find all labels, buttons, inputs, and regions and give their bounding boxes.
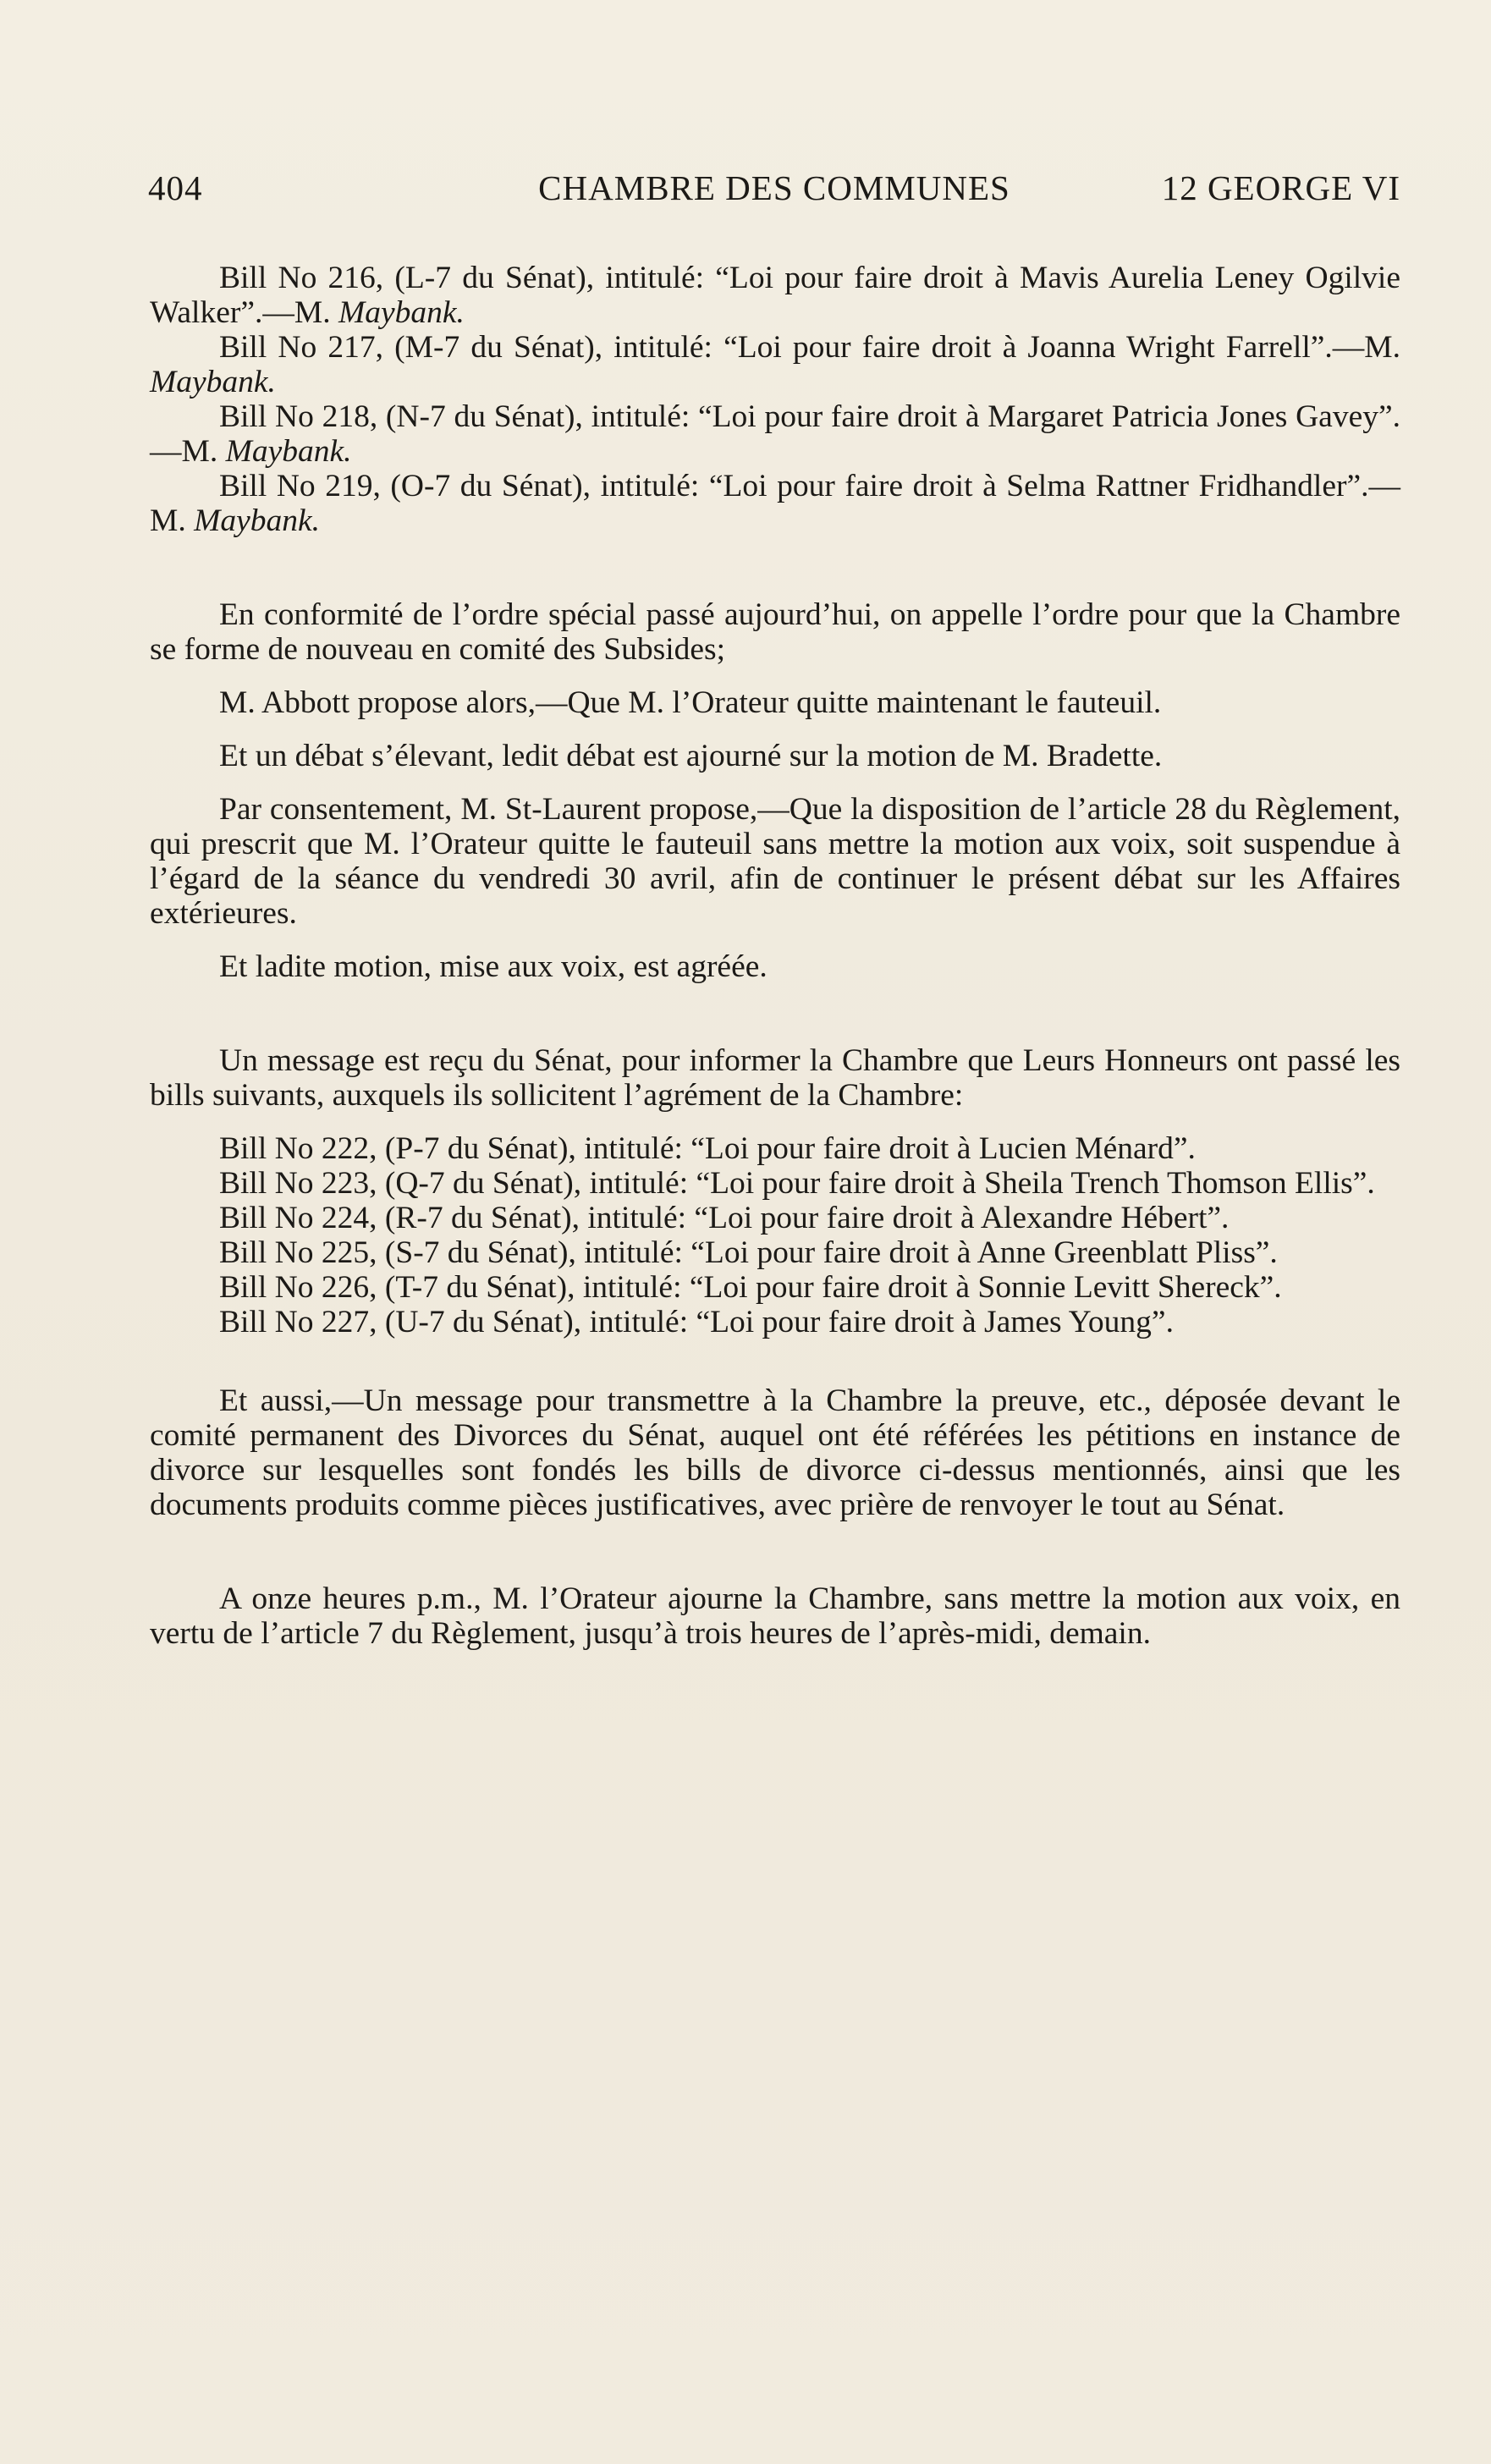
header-reign: 12 GEORGE VI: [1161, 168, 1400, 207]
bill-219: Bill No 219, (O-7 du Sénat), intitulé: “Loi pour faire droit à Selma Rattner Fridhandler”.—M. Maybank.: [150, 469, 1400, 538]
bill-227: Bill No 227, (U-7 du Sénat), intitulé: “Loi pour faire droit à James Young”.: [219, 1305, 1174, 1339]
paragraph-agreee: Et ladite motion, mise aux voix, est agréée.: [219, 949, 768, 984]
paragraph-ajournement: A onze heures p.m., M. l’Orateur ajourne la Chambre, sans mettre la motion aux voix, en vertu de l’article 7 du Règlement, jusqu’à trois heures de l’après-midi, demain.: [150, 1581, 1400, 1651]
bill-217: Bill No 217, (M-7 du Sénat), intitulé: “Loi pour faire droit à Joanna Wright Farrell”.—M. Maybank.: [150, 330, 1400, 399]
paragraph-conformite: En conformité de l’ordre spécial passé aujourd’hui, on appelle l’ordre pour que la Chambre se forme de nouveau en comité des Subsides;: [150, 597, 1400, 667]
page-number: 404: [148, 168, 203, 207]
bill-223: Bill No 223, (Q-7 du Sénat), intitulé: “Loi pour faire droit à Sheila Trench Thomson Ellis”.: [219, 1166, 1375, 1201]
paragraph-aussi: Et aussi,—Un message pour transmettre à la Chambre la preuve, etc., déposée devant le comité permanent des Divorces du Sénat, auquel ont été référées les pétitions en instance de divorce sur lesquelles sont fondés les bills de divorce ci-dessus mentionnés, ainsi que les documents produits comme pièces justificatives, avec prière de renvoyer le tout au Sénat.: [150, 1383, 1400, 1522]
paragraph-debat: Et un débat s’élevant, ledit débat est ajourné sur la motion de M. Bradette.: [219, 739, 1163, 773]
paragraph-abbott: M. Abbott propose alors,—Que M. l’Orateur quitte maintenant le fauteuil.: [219, 685, 1162, 720]
document-body: [150, 261, 1400, 1651]
bill-218: Bill No 218, (N-7 du Sénat), intitulé: “Loi pour faire droit à Margaret Patricia Jones Gavey”.—M. Maybank.: [150, 399, 1400, 469]
bill-216: Bill No 216, (L-7 du Sénat), intitulé: “Loi pour faire droit à Mavis Aurelia Leney Ogilvie Walker”.—M. Maybank.: [150, 261, 1400, 330]
bill-224: Bill No 224, (R-7 du Sénat), intitulé: “Loi pour faire droit à Alexandre Hébert”.: [219, 1201, 1230, 1235]
sponsor-name: Maybank.: [225, 434, 352, 469]
sponsor-name: Maybank.: [338, 295, 465, 330]
paragraph-message: Un message est reçu du Sénat, pour informer la Chambre que Leurs Honneurs ont passé les bills suivants, auxquels ils sollicitent l’agrément de la Chambre:: [150, 1043, 1400, 1113]
header-title: CHAMBRE DES COMMUNES: [538, 168, 1010, 207]
bill-222: Bill No 222, (P-7 du Sénat), intitulé: “Loi pour faire droit à Lucien Ménard”.: [219, 1131, 1196, 1166]
running-header: [148, 168, 1400, 218]
bill-226: Bill No 226, (T-7 du Sénat), intitulé: “Loi pour faire droit à Sonnie Levitt Shereck”.: [219, 1270, 1282, 1305]
paragraph-consentement: Par consentement, M. St-Laurent propose,—Que la disposition de l’article 28 du Règlement, qui prescrit que M. l’Orateur quitte le fauteuil sans mettre la motion aux voix, soit suspendue à l’égard de la séance du vendredi 30 avril, afin de continuer le présent débat sur les Affaires extérieures.: [150, 792, 1400, 931]
sponsor-name: Maybank.: [150, 365, 276, 399]
sponsor-name: Maybank.: [194, 503, 320, 538]
bill-225: Bill No 225, (S-7 du Sénat), intitulé: “Loi pour faire droit à Anne Greenblatt Pliss”.: [219, 1235, 1278, 1270]
